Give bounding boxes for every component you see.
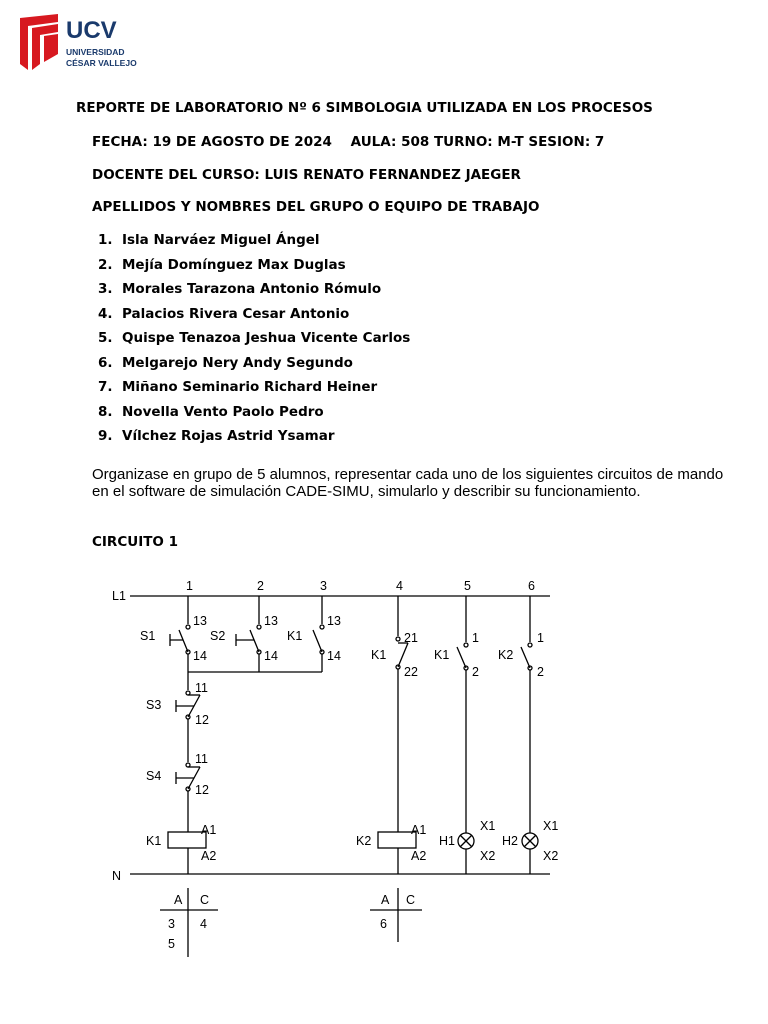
- svg-text:2: 2: [537, 665, 544, 679]
- k1-aux-label: K1: [287, 629, 303, 643]
- rail-n-label: N: [112, 869, 122, 883]
- svg-text:12: 12: [195, 783, 209, 797]
- instructions-paragraph: Organizase en grupo de 5 alumnos, representar cada uno de los siguientes circuitos de mando en el software de simulación CADE-SIMU, simularlo y describir su funcionamiento.: [92, 466, 724, 500]
- circuit-title: CIRCUITO 1: [92, 534, 178, 550]
- meta-line: FECHA: 19 DE AGOSTO DE 2024 AULA: 508 TURNO: M-T SESION: 7: [92, 134, 605, 150]
- list-item: 5. Quispe Tenazoa Jeshua Vicente Carlos: [98, 330, 411, 346]
- svg-text:11: 11: [195, 752, 208, 766]
- k1-nc-label: K1: [371, 648, 387, 662]
- svg-text:14: 14: [327, 649, 341, 663]
- logo-line1: UNIVERSIDAD: [66, 47, 125, 57]
- s4-label: S4: [146, 769, 162, 783]
- logo-name: UCV: [66, 17, 117, 44]
- logo-line2: CÉSAR VALLEJO: [66, 58, 137, 68]
- svg-text:4: 4: [200, 917, 207, 931]
- k2-coil-label: K2: [356, 834, 372, 848]
- h2-label: H2: [502, 834, 518, 848]
- s1-label: S1: [140, 629, 156, 643]
- svg-text:A2: A2: [411, 849, 427, 863]
- k2-aux-contact-no: [521, 643, 532, 670]
- svg-text:X2: X2: [543, 849, 559, 863]
- svg-text:1: 1: [537, 631, 544, 645]
- svg-text:13: 13: [327, 614, 341, 628]
- column-label: 4: [396, 579, 403, 593]
- k1-contact-table: [160, 888, 218, 957]
- svg-text:11: 11: [195, 681, 208, 695]
- rail-l1-label: L1: [112, 589, 126, 603]
- svg-text:22: 22: [404, 665, 418, 679]
- svg-text:C: C: [200, 893, 210, 907]
- s1-pushbutton-no: [170, 625, 190, 654]
- svg-text:X2: X2: [480, 849, 496, 863]
- column-label: 3: [320, 579, 327, 593]
- k1-no-label: K1: [434, 648, 450, 662]
- svg-text:A: A: [174, 893, 183, 907]
- svg-text:2: 2: [472, 665, 479, 679]
- members-list: [98, 230, 410, 451]
- k2-no-label: K2: [498, 648, 514, 662]
- svg-text:5: 5: [168, 937, 175, 951]
- list-item: 9. Vílchez Rojas Astrid Ysamar: [98, 428, 335, 444]
- docente-line: DOCENTE DEL CURSO: LUIS RENATO FERNANDEZ JAEGER: [92, 167, 521, 183]
- s2-label: S2: [210, 629, 226, 643]
- report-title: REPORTE DE LABORATORIO Nº 6 SIMBOLOGIA UTILIZADA EN LOS PROCESOS: [76, 100, 653, 116]
- svg-text:1: 1: [472, 631, 479, 645]
- h1-lamp-icon: [458, 833, 474, 849]
- column-label: 1: [186, 579, 193, 593]
- k2-contact-table: [370, 888, 422, 942]
- group-heading: APELLIDOS Y NOMBRES DEL GRUPO O EQUIPO DE TRABAJO: [92, 199, 540, 215]
- svg-text:A1: A1: [201, 823, 217, 837]
- list-item: 2. Mejía Domínguez Max Duglas: [98, 256, 346, 273]
- list-item: 8. Novella Vento Paolo Pedro: [98, 403, 324, 420]
- svg-text:A1: A1: [411, 823, 427, 837]
- column-label: 6: [528, 579, 535, 593]
- svg-text:13: 13: [193, 614, 207, 628]
- svg-text:12: 12: [195, 713, 209, 727]
- list-item: 7. Miñano Seminario Richard Heiner: [98, 379, 378, 395]
- s2-pushbutton-no: [236, 625, 261, 654]
- k1-aux-contact-no-2: [457, 643, 468, 670]
- svg-text:A: A: [381, 893, 390, 907]
- svg-text:6: 6: [380, 917, 387, 931]
- svg-text:21: 21: [404, 631, 418, 645]
- circuit-diagram: [100, 572, 570, 966]
- svg-text:C: C: [406, 893, 416, 907]
- svg-text:A2: A2: [201, 849, 217, 863]
- svg-text:X1: X1: [480, 819, 496, 833]
- ucv-shield-icon: [20, 14, 58, 70]
- svg-text:X1: X1: [543, 819, 559, 833]
- list-item: 1. Isla Narváez Miguel Ángel: [98, 232, 320, 248]
- column-label: 5: [464, 579, 471, 593]
- column-label: 2: [257, 579, 264, 593]
- h1-label: H1: [439, 834, 455, 848]
- s3-label: S3: [146, 698, 162, 712]
- svg-text:13: 13: [264, 614, 278, 628]
- svg-text:3: 3: [168, 917, 175, 931]
- list-item: 3. Morales Tarazona Antonio Rómulo: [98, 281, 382, 297]
- list-item: 4. Palacios Rivera Cesar Antonio: [98, 305, 350, 322]
- k1-coil-label: K1: [146, 834, 162, 848]
- k1-aux-contact-no: [313, 625, 324, 654]
- ucv-logo: [20, 14, 140, 74]
- list-item: 6. Melgarejo Nery Andy Segundo: [98, 354, 353, 371]
- svg-text:14: 14: [264, 649, 278, 663]
- svg-text:14: 14: [193, 649, 207, 663]
- h2-lamp-icon: [522, 833, 538, 849]
